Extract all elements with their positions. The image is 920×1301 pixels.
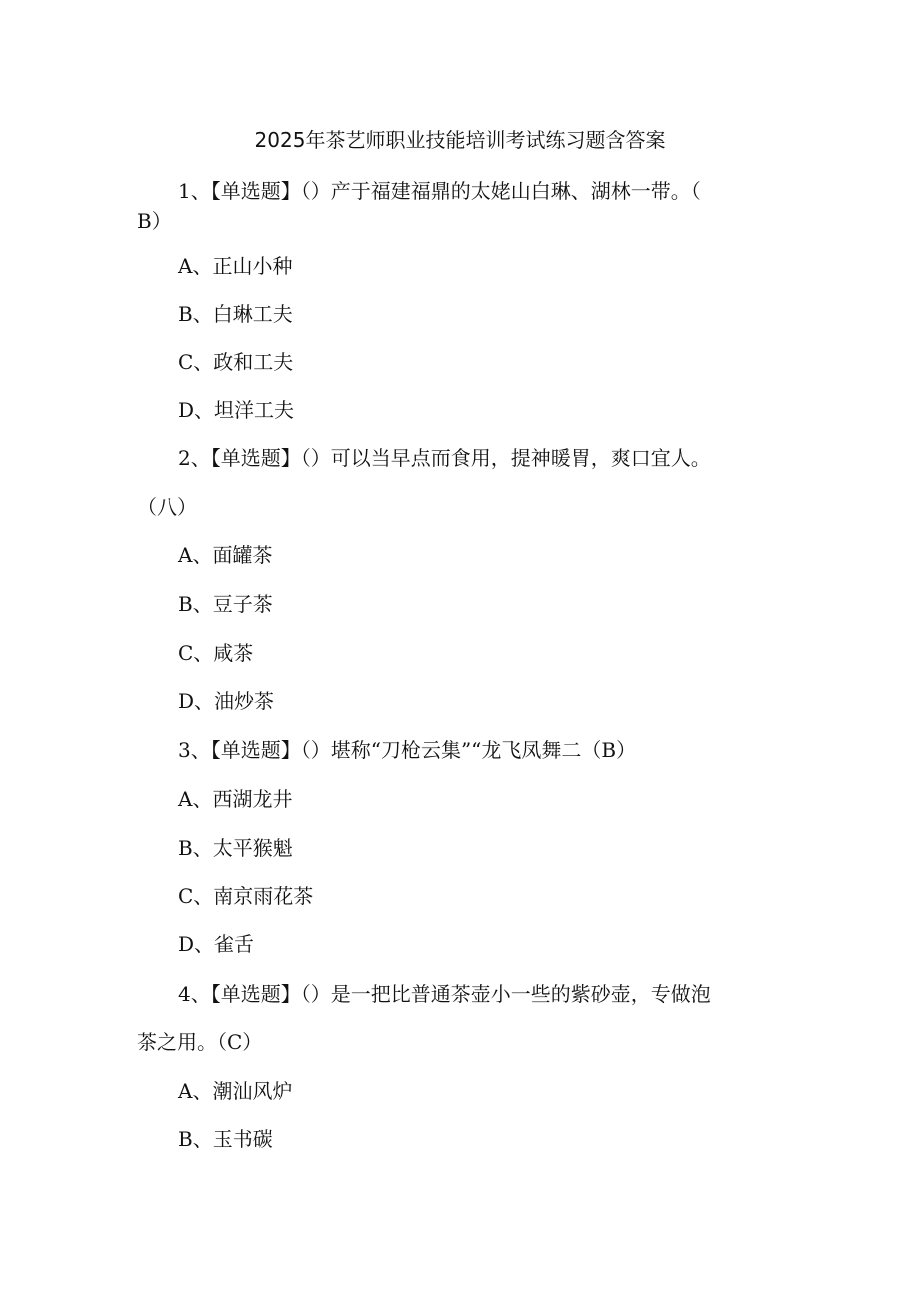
question-3-option-a: A、西湖龙井 — [178, 787, 293, 811]
question-1-option-b: B、白琳工夫 — [178, 302, 293, 326]
question-4-option-b: B、玉书碳 — [178, 1127, 273, 1151]
question-4-answer: 茶之用。（C） — [137, 1030, 263, 1054]
document-title: 2025年茶艺师职业技能培训考试练习题含答案 — [254, 128, 666, 152]
question-4-text: 4、【单选题】（）是一把比普通茶壶小一些的紫砂壶，专做泡 — [178, 982, 711, 1006]
question-3-option-b: B、太平猴魁 — [178, 836, 293, 860]
question-1-answer: B） — [137, 209, 172, 233]
question-3-option-c: C、南京雨花茶 — [178, 884, 314, 908]
question-2-option-a: A、面罐茶 — [178, 543, 273, 567]
question-1-text: 1、【单选题】（）产于福建福鼎的太姥山白琳、湖林一带。（ — [178, 179, 701, 203]
question-2-option-c: C、咸茶 — [178, 641, 254, 665]
question-4-option-a: A、潮汕风炉 — [178, 1079, 293, 1103]
question-2-option-d: D、油炒茶 — [178, 689, 275, 713]
question-3-option-d: D、雀舌 — [178, 932, 255, 956]
question-2-option-b: B、豆子茶 — [178, 592, 273, 616]
question-3-text: 3、【单选题】（）堪称“刀枪云集”“龙飞凤舞二（B） — [178, 738, 637, 762]
question-1-option-a: A、正山小种 — [178, 254, 293, 278]
question-1-option-d: D、坦洋工夫 — [178, 398, 295, 422]
question-1-option-c: C、政和工夫 — [178, 350, 294, 374]
question-2-text: 2、【单选题】（）可以当早点而食用，提神暖胃，爽口宜人。 — [178, 446, 711, 470]
question-2-answer: （八） — [137, 495, 197, 519]
